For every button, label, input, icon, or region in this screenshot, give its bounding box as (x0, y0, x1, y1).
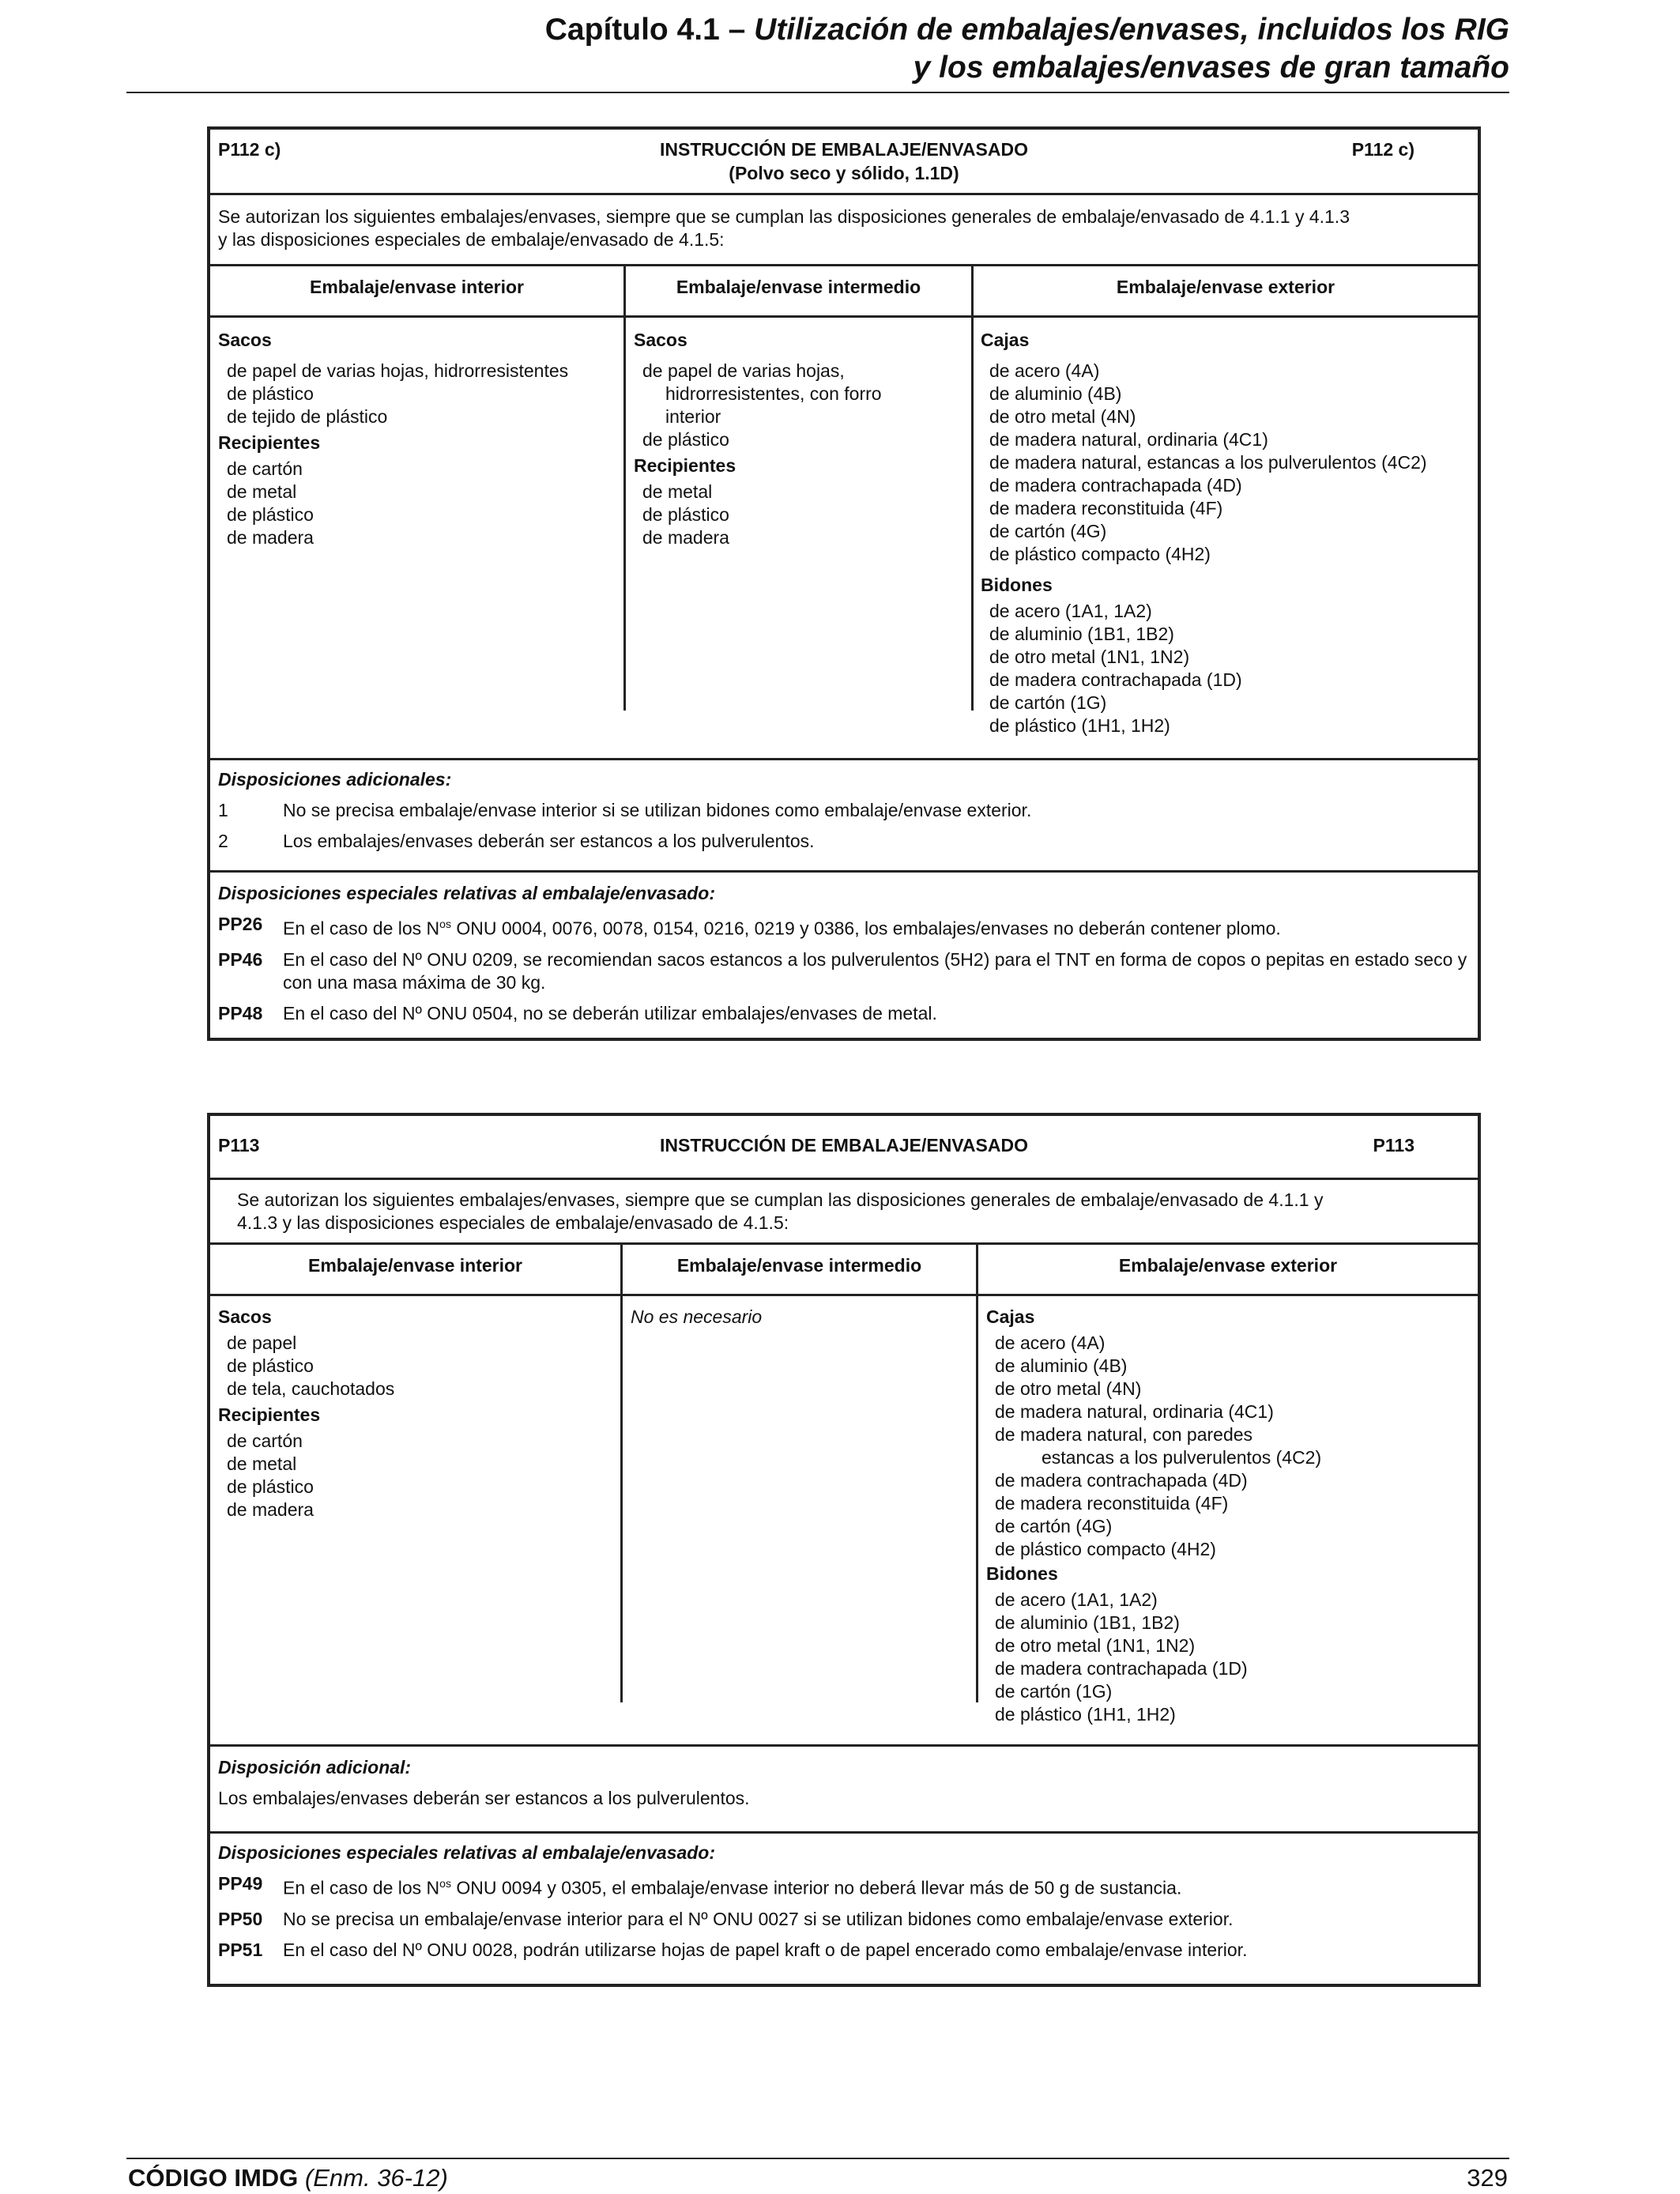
section-heading: Disposiciones adicionales: (218, 769, 452, 790)
list-item: de aluminio (1B1, 1B2) (995, 1612, 1180, 1633)
list-item: de madera contrachapada (1D) (995, 1658, 1248, 1679)
list-item: de tela, cauchotados (227, 1378, 395, 1399)
divider (210, 315, 1478, 318)
list-item: de cartón (227, 458, 303, 479)
p112c-col-header-inner: Embalaje/envase interior (309, 277, 524, 297)
p112c-outer-column (981, 329, 1478, 737)
provision-text: Los embalajes/envases deberán ser estancos a los pulverulentos. (283, 831, 815, 851)
list-item: de madera natural, ordinaria (4C1) (989, 429, 1268, 450)
divider (210, 758, 1478, 760)
list-item: de madera reconstituida (4F) (995, 1493, 1229, 1514)
divider (210, 193, 1478, 195)
group-heading: Sacos (218, 1306, 272, 1327)
divider (210, 1744, 1478, 1747)
p112c-instruction-box (207, 126, 1481, 1041)
list-item: de cartón (1G) (995, 1681, 1113, 1702)
group-heading: Bidones (986, 1563, 1058, 1584)
p113-code-right: P113 (1373, 1135, 1414, 1155)
p113-col-header-outer: Embalaje/envase exterior (1118, 1255, 1338, 1276)
p113-title: INSTRUCCIÓN DE EMBALAJE/ENVASADO (660, 1135, 1028, 1155)
p113-special-provisions (218, 1842, 1470, 1962)
p113-col-header-intermediate: Embalaje/envase intermedio (676, 1255, 922, 1276)
p112c-col-header-outer: Embalaje/envase exterior (1116, 277, 1335, 297)
provision-number: 1 (218, 800, 228, 820)
divider (210, 1178, 1478, 1180)
provision-code: PP50 (218, 1908, 263, 1929)
list-item: de madera (227, 527, 314, 548)
list-item: de plástico compacto (4H2) (989, 544, 1211, 564)
provision-row (218, 1939, 1470, 1962)
list-item: de otro metal (4N) (995, 1378, 1142, 1399)
list-item: de tejido de plástico (227, 406, 388, 427)
provision-code: PP46 (218, 948, 263, 970)
provision-text: No se precisa un embalaje/envase interior para el Nº ONU 0027 si se utilizan bidones como embalaje/envase exterior. (283, 1908, 1234, 1929)
p113-outer-column (986, 1306, 1476, 1726)
provision-text: En el caso del Nº ONU 0209, se recomiendan sacos estancos a los pulverulentos (5H2) para el TNT en forma de copos o pepitas en estado seco y con una masa máxima de 30 kg. (283, 948, 1467, 993)
provision-text: No se precisa embalaje/envase interior si se utilizan bidones como embalaje/envase exterior. (283, 800, 1032, 820)
list-item: de otro metal (4N) (989, 406, 1136, 427)
p113-col-header-inner: Embalaje/envase interior (307, 1255, 522, 1276)
p113-inner-column (218, 1306, 617, 1521)
provision-code: PP49 (218, 1873, 263, 1894)
p113-additional-provision (218, 1756, 1470, 1810)
chapter-header (126, 11, 1509, 87)
group-heading: Recipientes (218, 432, 321, 453)
p113-code-left: P113 (218, 1135, 260, 1155)
provision-row (218, 1872, 1470, 1900)
list-item: de madera contrachapada (4D) (989, 475, 1242, 496)
list-item: de plástico (227, 1355, 314, 1376)
divider (210, 870, 1478, 873)
list-item: de acero (1A1, 1A2) (989, 601, 1152, 621)
list-item: de aluminio (1B1, 1B2) (989, 624, 1174, 644)
chapter-title: Utilización de embalajes/envases, incluidos los RIG (754, 13, 1509, 47)
list-item: de papel de varias hojas, (642, 360, 845, 381)
list-item: de papel (227, 1333, 297, 1353)
chapter-title-line1 (126, 11, 1509, 49)
provision-row (218, 913, 1470, 941)
list-item: de plástico compacto (4H2) (995, 1539, 1216, 1559)
p113-intro-line2: 4.1.3 y las disposiciones especiales de embalaje/envasado de 4.1.5: (237, 1212, 789, 1233)
provision-text: En el caso de los $N^{os}$ ONU 0004, 0076, 0078, 0154, 0216, 0219 y 0386, los embalajes/envases no deberán contener plomo. (283, 918, 1281, 939)
provision-code: PP51 (218, 1939, 263, 1960)
list-item: de cartón (227, 1431, 303, 1451)
provision-row (218, 830, 1470, 853)
footer-code (128, 2164, 448, 2192)
list-item: de acero (1A1, 1A2) (995, 1589, 1158, 1610)
provision-row (218, 1908, 1470, 1931)
provision-text: En el caso del Nº ONU 0028, podrán utilizarse hojas de papel kraft o de papel encerado como embalaje/envase interior. (283, 1939, 1248, 1960)
list-item: de madera reconstituida (4F) (989, 498, 1223, 518)
list-item: de madera contrachapada (4D) (995, 1470, 1248, 1491)
group-heading: Sacos (218, 330, 272, 350)
list-item: de aluminio (4B) (995, 1355, 1128, 1376)
p112c-subtitle: (Polvo seco y sólido, 1.1D) (729, 163, 959, 183)
list-item: de plástico (642, 504, 729, 525)
list-item: de madera (642, 527, 729, 548)
list-item: de papel de varias hojas, hidrorresistentes (227, 360, 569, 381)
list-item: interior (665, 406, 721, 427)
list-item: de metal (227, 481, 297, 502)
provision-text: Los embalajes/envases deberán ser estancos a los pulverulentos. (218, 1788, 750, 1808)
list-item: de plástico (1H1, 1H2) (995, 1704, 1176, 1725)
divider (210, 264, 1478, 266)
list-item: de aluminio (4B) (989, 383, 1122, 404)
p112c-title-text: INSTRUCCIÓN DE EMBALAJE/ENVASADO (660, 139, 1028, 160)
list-item: de madera natural, con paredes (995, 1424, 1253, 1445)
page-number: 329 (1467, 2164, 1508, 2192)
provision-text: En el caso del Nº ONU 0504, no se deberán utilizar embalajes/envases de metal. (283, 1002, 937, 1023)
p112c-code-left: P112 c) (218, 139, 281, 160)
p112c-title (218, 138, 1470, 185)
chapter-number: Capítulo 4.1 – (544, 13, 746, 47)
p113-intro (237, 1189, 1470, 1235)
list-item: de madera natural, estancas a los pulverulentos (4C2) (989, 452, 1427, 473)
provision-code: PP26 (218, 914, 263, 934)
list-item: de plástico (227, 1476, 314, 1497)
footer-rule (126, 2158, 1509, 2159)
provision-row (218, 799, 1470, 822)
p112c-col-header-intermediate: Embalaje/envase intermedio (676, 277, 921, 297)
list-item: de metal (227, 1453, 297, 1474)
list-item: estancas a los pulverulentos (4C2) (1042, 1447, 1322, 1468)
column-divider (620, 1242, 623, 1702)
footer-code-name: CÓDIGO IMDG (128, 2164, 299, 2192)
group-heading: Bidones (981, 575, 1053, 595)
list-item: de madera (227, 1499, 314, 1520)
provision-text: En el caso de los $N^{os}$ ONU 0094 y 0305, el embalaje/envase interior no deberá llevar más de 50 g de sustancia. (283, 1877, 1182, 1898)
list-item: de plástico (227, 383, 314, 404)
section-heading: Disposiciones especiales relativas al embalaje/envasado: (218, 1842, 715, 1863)
column-divider (971, 264, 974, 711)
list-item: de plástico (227, 504, 314, 525)
group-heading: Recipientes (634, 455, 736, 476)
p112c-additional-provisions (218, 768, 1470, 853)
list-item: hidrorresistentes, con forro (665, 383, 882, 404)
p113-intro-line1: Se autorizan los siguientes embalajes/envases, siempre que se cumplan las disposiciones generales de embalaje/envasado de 4.1.1 y (237, 1189, 1324, 1210)
list-item: de cartón (4G) (989, 521, 1107, 541)
list-item: de acero (4A) (989, 360, 1100, 381)
section-heading: Disposiciones especiales relativas al embalaje/envasado: (218, 883, 715, 903)
chapter-title-line2: y los embalajes/envases de gran tamaño (913, 51, 1509, 85)
list-item: de plástico (1H1, 1H2) (989, 715, 1170, 736)
column-divider (976, 1242, 978, 1702)
p113-instruction-box (207, 1113, 1481, 1987)
group-heading: Cajas (986, 1306, 1035, 1327)
list-item: de metal (642, 481, 713, 502)
provision-number: 2 (218, 831, 228, 851)
list-item: de acero (4A) (995, 1333, 1106, 1353)
list-item: de plástico (642, 429, 729, 450)
provision-row (218, 948, 1470, 994)
section-heading: Disposición adicional: (218, 1757, 412, 1777)
p112c-intermediate-column (634, 329, 970, 549)
p112c-special-provisions (218, 882, 1470, 1025)
group-heading: Cajas (981, 330, 1030, 350)
group-heading: Sacos (634, 330, 687, 350)
list-item: de otro metal (1N1, 1N2) (989, 647, 1190, 667)
list-item: de madera natural, ordinaria (4C1) (995, 1401, 1274, 1422)
provision-code: PP48 (218, 1002, 263, 1023)
p112c-intro-line2: y las disposiciones especiales de embalaje/envasado de 4.1.5: (218, 229, 725, 250)
p112c-intro-line1: Se autorizan los siguientes embalajes/envases, siempre que se cumplan las disposiciones generales de embalaje/envasado de 4.1.1 y 4.1.3 (218, 206, 1350, 227)
list-item: de madera contrachapada (1D) (989, 669, 1242, 690)
list-item: de cartón (4G) (995, 1516, 1113, 1536)
provision-row (218, 1002, 1470, 1025)
p113-intermediate-column: No es necesario (631, 1306, 763, 1327)
p112c-inner-column (218, 329, 621, 549)
group-heading: Recipientes (218, 1404, 321, 1425)
list-item: de cartón (1G) (989, 692, 1107, 713)
p112c-code-right: P112 c) (1351, 139, 1414, 160)
column-divider (623, 264, 626, 711)
divider (210, 1242, 1478, 1245)
divider (210, 1294, 1478, 1296)
list-item: de otro metal (1N1, 1N2) (995, 1635, 1196, 1656)
header-rule (126, 92, 1509, 93)
divider (210, 1831, 1478, 1834)
p112c-intro (218, 205, 1470, 251)
footer-amendment: (Enm. 36-12) (304, 2164, 448, 2192)
